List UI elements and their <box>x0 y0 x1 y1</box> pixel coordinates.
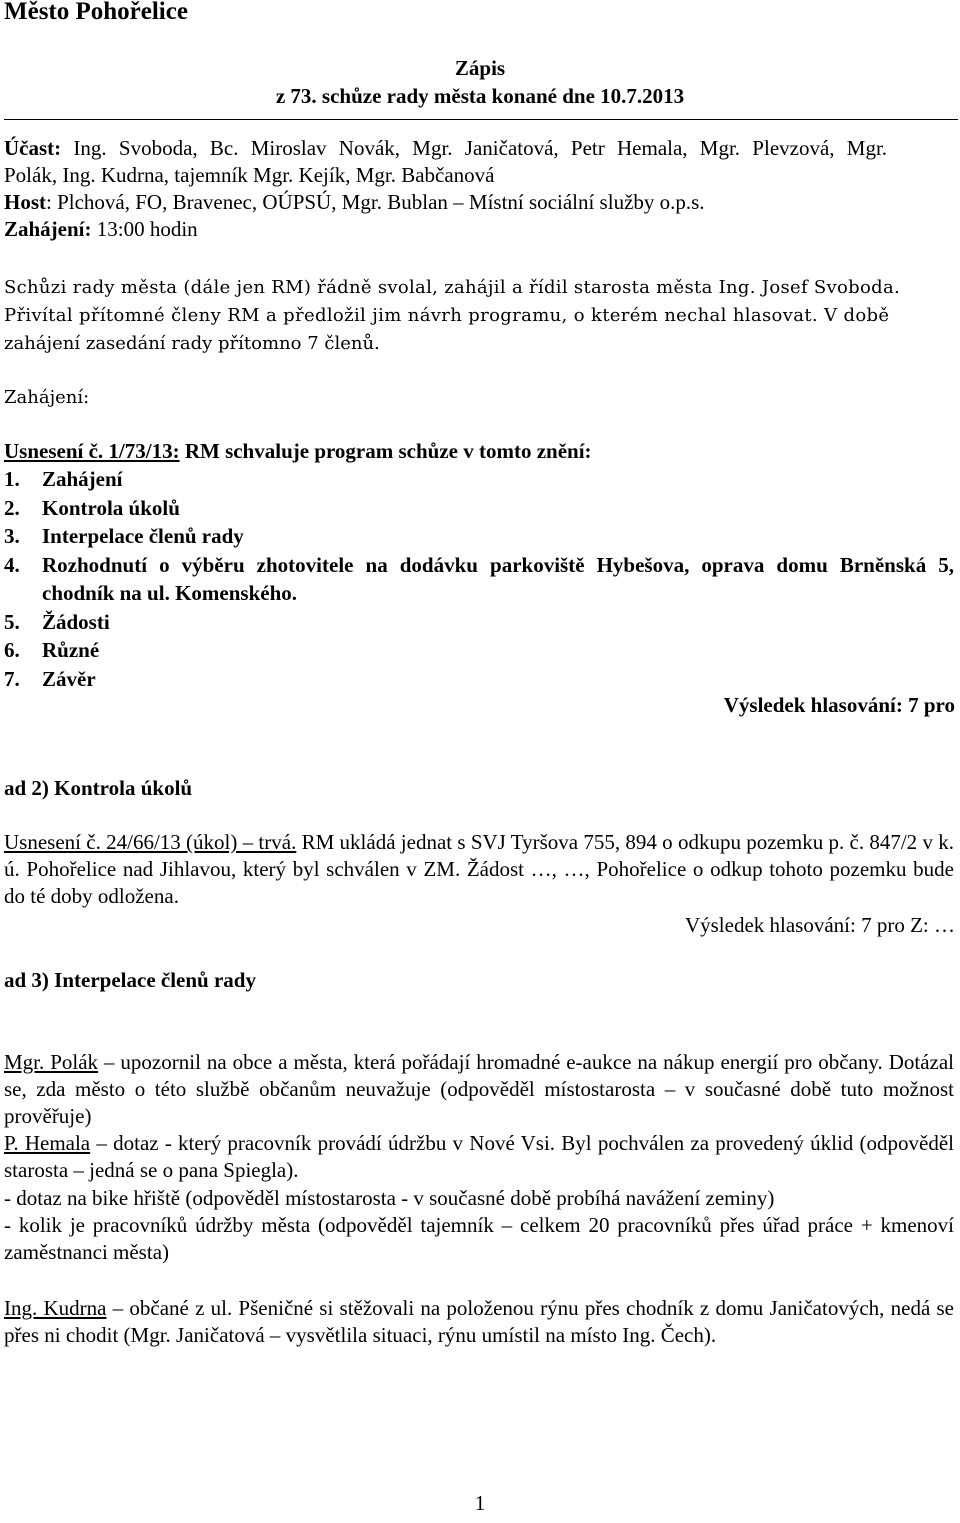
interpelation-polak <box>4 1049 954 1130</box>
member-name: Mgr. Polák <box>4 1050 99 1074</box>
interpelation-text: – občané z ul. Pšeničné si stěžovali na položenou rýnu přes chodník z domu Janičatových, nedá se přes ni chodit (Mgr. Janičatová – vysvětlila situaci, rýnu umístil na místo Ing. Čech). <box>4 1296 954 1347</box>
host-text: : Plchová, FO, Bravenec, OÚPSÚ, Mgr. Bublan – Místní sociální služby o.p.s. <box>46 190 705 214</box>
program-item: 1. Zahájení <box>4 467 123 491</box>
program-resolution <box>4 438 592 465</box>
program-item: 7. Závěr <box>4 666 96 691</box>
intro-line-2: Přivítal přítomné členy RM a předložil jim návrh programu, o kterém nechal hlasovat. V době <box>4 305 890 326</box>
interpelation-kudrna <box>4 1295 954 1349</box>
start-text: 13:00 hodin <box>91 217 198 241</box>
program-item: 4. Rozhodnutí o výběru zhotovitele na dodávku parkoviště Hybešova, oprava domu Brněnská 5, chodník na ul. Komenského. <box>4 552 954 605</box>
member-name: Ing. Kudrna <box>4 1296 107 1320</box>
interpelation-text: – dotaz - který pracovník provádí údržbu v Nové Vsi. Byl pochválen za provedený úklid (odpověděl starosta – jedná se o pana Spiegla). <box>4 1131 954 1182</box>
program-vote-result: Výsledek hlasování: 7 pro <box>723 693 955 717</box>
program-list <box>4 465 954 693</box>
interpelation-hemala-point-2: - dotaz na bike hřiště (odpověděl místostarosta - v současné době probíhá navážení zeminy) <box>4 1186 775 1210</box>
town-name: Město Pohořelice <box>4 0 188 25</box>
attendance-block <box>4 135 954 243</box>
attendance-text-2: Polák, Ing. Kudrna, tajemník Mgr. Kejík, Mgr. Babčanová <box>4 163 495 187</box>
task-resolution-label: Usnesení č. 24/66/13 (úkol) – trvá. <box>4 830 297 854</box>
page-number: 1 <box>474 1491 486 1515</box>
program-resolution-text: RM schvaluje program schůze v tomto znění: <box>179 439 592 463</box>
section-2-paragraph <box>4 829 954 910</box>
interpelation-hemala-point-3: - kolik je pracovníků údržby města (odpověděl tajemník – celkem 20 pracovníků přes úřad práce + kmenoví zaměstnanci města) <box>4 1213 954 1264</box>
attendance-text: Ing. Svoboda, Bc. Miroslav Novák, Mgr. Janičatová, Petr Hemala, Mgr. Plevzová, Mgr. <box>61 136 888 160</box>
program-item: 3. Interpelace členů rady <box>4 524 244 548</box>
host-label: Host <box>4 190 46 214</box>
intro-line-3: zahájení zasedání rady přítomno 7 členů. <box>4 333 380 354</box>
intro-line-1: Schůzi rady města (dále jen RM) řádně svolal, zahájil a řídil starosta města Ing. Josef Svoboda. <box>4 277 900 298</box>
task-vote-result: Výsledek hlasování: 7 pro Z: … <box>684 913 955 937</box>
document-subtitle: z 73. schůze rady města konané dne 10.7.2013 <box>275 84 685 108</box>
section-start-heading: Zahájení: <box>4 387 90 408</box>
document-title: Zápis <box>454 56 506 80</box>
title-divider <box>4 119 958 120</box>
section-3-heading: ad 3) Interpelace členů rady <box>4 968 256 992</box>
section-2-heading: ad 2) Kontrola úkolů <box>4 776 193 800</box>
start-label: Zahájení: <box>4 217 92 241</box>
interpelation-text: – upozornil na obce a města, která pořádají hromadné e-aukce na nákup energií pro občany. Dotázal se, zda město o této službě občanům neuvažuje (odpověděl místostarosta – v současné době tuto možnost prověřuje) <box>4 1050 955 1128</box>
program-item: 5. Žádosti <box>4 609 110 634</box>
member-name: P. Hemala <box>4 1131 91 1155</box>
task-resolution-text: RM ukládá jednat s SVJ Tyršova 755, 894 o odkupu pozemku p. č. 847/2 v k. ú. Pohořelice nad Jihlavou, který byl schválen v ZM. Žádost …, …, Pohořelice o odkup tohoto pozemku bude do té doby odložena. <box>4 830 954 908</box>
program-item: 2. Kontrola úkolů <box>4 495 180 520</box>
program-resolution-label: Usnesení č. 1/73/13: <box>4 439 180 463</box>
program-item: 6. Různé <box>4 638 100 662</box>
attendance-label: Účast: <box>4 136 62 160</box>
interpelation-hemala <box>4 1130 954 1184</box>
